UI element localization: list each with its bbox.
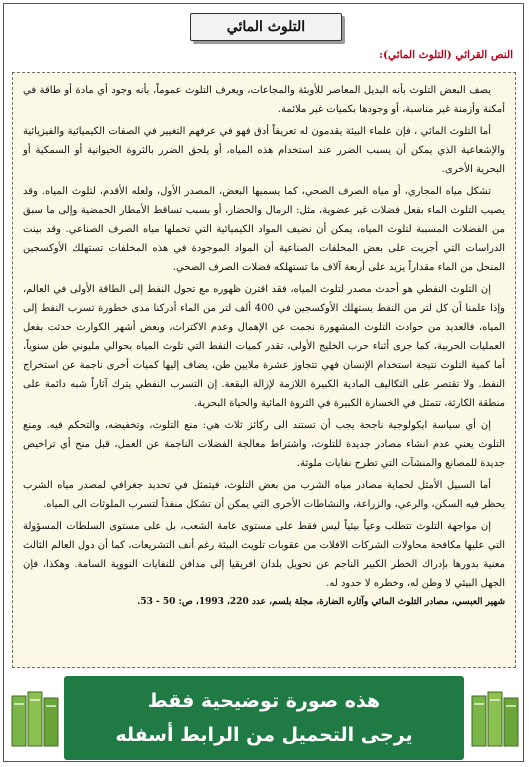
paragraph-7: إن مواجهة التلوث تتطلب وعياً بيئياً ليس فقط على مستوى عامة الشعب، بل على مستوى السلطات المسؤولة التي عليها مكافحة محاولات الشركات الافلات من عقوبات تلويث البيئة رغم أنف التشريعات، كما أن دول العالم الثالث معنية بدورها بإدراك الخطر الكبير الناجم عن تحويل بلدان افريقيا إلى مدافن للنفايات النووية السامة. وهكذا، فإن الجهل البيئي لا وطن له، وخطره لا حدود له. (23, 521, 505, 589)
paragraph-5: إن أي سياسة ايكولوجية ناجحة يجب أن تستند الى ركائز ثلاث هي: منع التلوث، وتخفيضه، والتحكم فيه. ومنع التلوث يعني عدم انشاء مصادر جديدة للتلوث، واشتراط معالجة الفضلات الناجمة عن العمل، قبل منح أي تراخيص جديدة للمصانع والمنشآت التي تطرح نفايات ملوثة. (23, 420, 505, 469)
books-icon (468, 688, 522, 750)
banner-line-1: هذه صورة توضيحية فقط (147, 690, 381, 712)
source-citation: شهير العبسي، مصادر التلوث المائي وآثاره الضارة، مجلة بلسم، عدد 220، 1993، ص: 50 - 53. (137, 597, 505, 607)
notice-banner (64, 676, 464, 760)
paragraph-2: أما التلوث المائي ، فإن علماء البيئة يقدمون له تعريفاً أدق فهو في عرفهم التغيير في الصفات الكيميائية والفيزيائية والإشعاعية الذي يمكن أن يسبب الضرر عند استخدام هذه المياه، أو يلحق الضرر بالثروة الحيوانية أو السمكية أو البحرية الأخرى. (23, 126, 505, 175)
paragraph-4: إن التلوث النفطي هو أحدث مصدر لتلوث المياه، فقد اقترن ظهوره مع تحول النفط إلى الطاقة الأولى في العالم، وإذا علمنا أن كل لتر من النفط يستهلك الأوكسجين في 400 ألف لتر من الماء أدركنا مدى خطورة تسرب النفط إلى المياه، فالعديد من حوادث التلوث المشهورة نجمت عن الإهمال وعدم الاكتراث، وبعض أشهر الكوارث حدثت بفعل العمليات الحربية، كما جرى أثناء حرب الخليج الأولى، تقدر كميات النفط التي تلوث المياه بحوالي مليوني طن سنوياً، أما كمية التلوث نتيجة استخدام الإنسان فهي تتجاوز عشرة ملايين طن، يضاف إليها كميات أخرى ناجمة عن استخراج النفط. ولا تقتصر على التكاليف المادية الكبيرة اللازمة لإزالة البقعة. إن التسرب النفطي يترك آثاراً شبه دائمة على منطقة الكارثة، تتمثل في الخسارة الكبيرة في الثروة المائية والحياة البحرية. (23, 284, 506, 409)
paragraph-6: أما السبيل الأمثل لحماية مصادر مياه الشرب من بعض التلوث، فيتمثل في تحديد جغرافي لمصدر مياه الشرب يحظر فيه السكن، والرعي، والزراعة، والنشاطات الأخرى التي يمكن أن تشكل منفذاً لتسرب الملوثات الى المياه. (23, 480, 505, 510)
page-title: التلوث المائي (190, 13, 342, 41)
paragraph-1: يصف البعض التلوث بأنه البديل المعاصر للأوبئة والمجاعات، ويعرف التلوث عموماً، بأنه وجود أي مادة أو طاقة في أمكنة وأزمنة غير مناسبة، أو وجودها بكميات غير ملائمة. (23, 85, 505, 115)
books-icon (8, 688, 62, 750)
reading-text-box (12, 72, 516, 668)
paragraph-3: تشكل مياه المجاري، أو مياه الصرف الصحي، كما يسميها البعض، المصدر الأول، ولعله الأقدم، لتلوث المياه. وقد يصيب التلوث الماء بفعل فضلات غير عضوية، مثل: الرمال والحضار، أو بسبب تساقط الأمطار الحمضية وإلى ما سبق من الفضلات المسببة لتلوث المياه، يمكن أن نضيف المواد الكيميائية التي تحملها مياه الصرف الصناعي. وقد بينت الدراسات التي أجريت على بعض المخلفات الصناعية أن المواد الموجودة في هذه المخلفات تستهلك الأوكسجين المنحل من الماء مقداراً يزيد على أربعة آلاف ما تستهلكه فضلات الصرف الصحي. (23, 186, 505, 273)
banner-line-2: يرجى التحميل من الرابط أسفله (115, 724, 413, 746)
section-subtitle: النص القرائي (التلوث المائي): (379, 49, 513, 61)
